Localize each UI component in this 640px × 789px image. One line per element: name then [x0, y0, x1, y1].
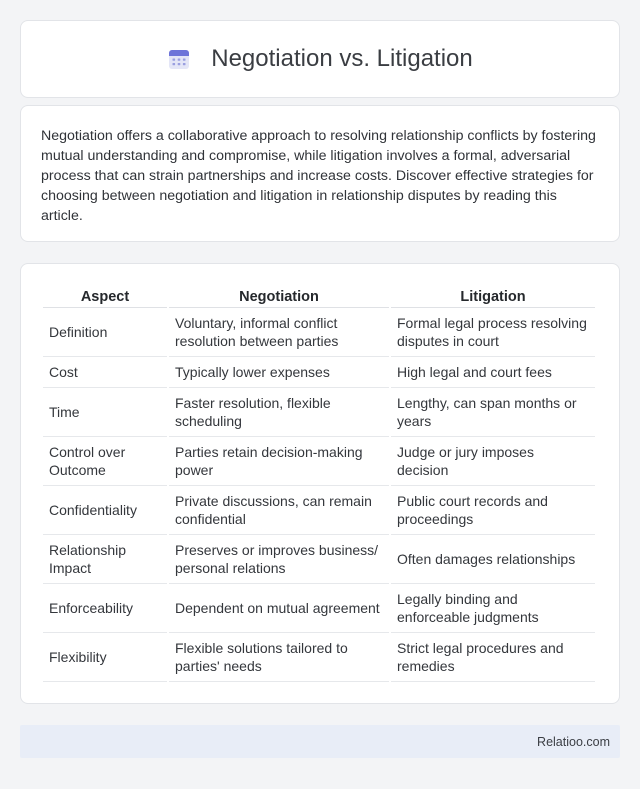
intro-text: Negotiation offers a collaborative approach to resolving relationship conflicts by fostering mutual understanding and compromise, while litigation involves a formal, adversarial process that can strain partnerships and increase costs. Discover effective strategies for choosing between negotiation and litigation in relationship disputes by reading this article.: [41, 128, 596, 224]
table-row: [43, 535, 595, 584]
negotiation-cell: Flexible solutions tailored to parties' needs: [169, 633, 389, 682]
table-row: [43, 633, 595, 682]
aspect-cell: Confidentiality: [43, 486, 167, 535]
litigation-cell: Formal legal process resolving disputes in court: [391, 308, 595, 357]
comparison-table: [41, 284, 597, 682]
aspect-cell: Control over Outcome: [43, 437, 167, 486]
negotiation-cell: Faster resolution, flexible scheduling: [169, 388, 389, 437]
negotiation-cell: Private discussions, can remain confidential: [169, 486, 389, 535]
table-row: [43, 388, 595, 437]
footer: [20, 725, 620, 758]
litigation-cell: Strict legal procedures and remedies: [391, 633, 595, 682]
header-aspect: Aspect: [43, 284, 167, 308]
table-row: [43, 357, 595, 388]
intro-card: [20, 105, 620, 242]
litigation-cell: Often damages relationships: [391, 535, 595, 584]
litigation-cell: High legal and court fees: [391, 357, 595, 388]
table-row: [43, 437, 595, 486]
aspect-cell: Definition: [43, 308, 167, 357]
title-row: [167, 45, 473, 73]
table-row: [43, 486, 595, 535]
calendar-icon: [167, 47, 191, 71]
litigation-cell: Public court records and proceedings: [391, 486, 595, 535]
aspect-cell: Flexibility: [43, 633, 167, 682]
page-title: Negotiation vs. Litigation: [211, 45, 473, 72]
aspect-cell: Cost: [43, 357, 167, 388]
negotiation-cell: Parties retain decision-making power: [169, 437, 389, 486]
aspect-cell: Relationship Impact: [43, 535, 167, 584]
table-header-row: [43, 284, 595, 308]
header-negotiation: Negotiation: [169, 284, 389, 308]
title-card: [20, 20, 620, 98]
negotiation-cell: Typically lower expenses: [169, 357, 389, 388]
litigation-cell: Judge or jury imposes decision: [391, 437, 595, 486]
table-row: [43, 308, 595, 357]
header-litigation: Litigation: [391, 284, 595, 308]
aspect-cell: Time: [43, 388, 167, 437]
litigation-cell: Lengthy, can span months or years: [391, 388, 595, 437]
table-row: [43, 584, 595, 633]
negotiation-cell: Voluntary, informal conflict resolution between parties: [169, 308, 389, 357]
negotiation-cell: Dependent on mutual agreement: [169, 584, 389, 633]
aspect-cell: Enforceability: [43, 584, 167, 633]
litigation-cell: Legally binding and enforceable judgments: [391, 584, 595, 633]
comparison-table-card: [20, 263, 620, 704]
footer-source: Relatioo.com: [537, 734, 610, 749]
negotiation-cell: Preserves or improves business/ personal relations: [169, 535, 389, 584]
